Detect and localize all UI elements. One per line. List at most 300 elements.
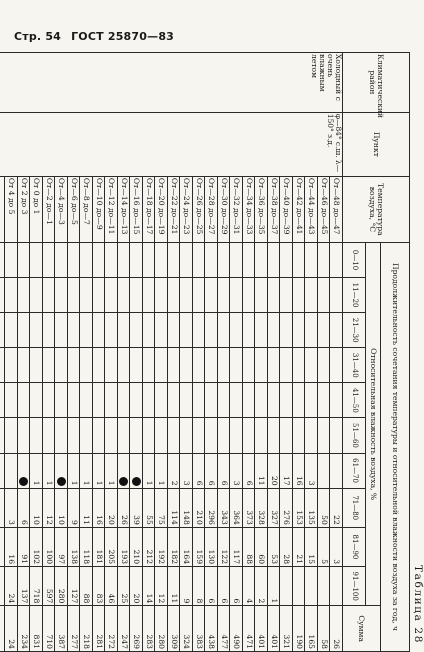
value-cell [318,278,331,313]
value-cell [205,383,218,418]
value-cell [193,418,206,453]
row-sum-cell: 272 [105,606,118,652]
value-cell: 60 [255,527,268,566]
grand-total-cell [0,606,5,652]
value-cell [118,313,131,348]
value-cell [93,278,106,313]
value-cell: 55 [143,488,156,527]
value-cell: 1 [30,453,43,488]
value-cell: 6 [205,567,218,606]
row-sum-cell: 324 [180,606,193,652]
value-cell [155,278,168,313]
value-cell [118,278,131,313]
value-cell [330,383,343,418]
value-cell [80,242,93,277]
value-cell [18,383,31,418]
temperature-range-cell: От—16 до—15 [130,176,143,242]
value-cell: 46 [105,567,118,606]
humidity-range-header: 31—40 [343,348,366,383]
header-temperature: Температура воздуха, °С [343,176,410,242]
value-cell [255,278,268,313]
value-cell [318,383,331,418]
humidity-range-header: 41—50 [343,383,366,418]
value-cell: 97 [55,527,68,566]
row-sum-cell: 269 [130,606,143,652]
value-cell: 164 [180,527,193,566]
value-cell [180,278,193,313]
value-cell [130,313,143,348]
row-sum-cell: 383 [193,606,206,652]
value-cell [68,418,81,453]
value-cell: 3 [305,453,318,488]
value-cell [30,278,43,313]
value-cell [80,348,93,383]
value-cell: 1 [143,453,156,488]
value-cell [118,453,131,488]
value-cell: 364 [230,488,243,527]
row-sum-cell: 24 [5,606,18,652]
value-cell [118,383,131,418]
value-cell [180,418,193,453]
value-cell [293,567,306,606]
value-cell: 205 [105,527,118,566]
value-cell [268,418,281,453]
value-cell: 6 [218,453,231,488]
sum-value-cell [0,567,5,606]
value-cell [30,348,43,383]
row-sum-cell: 831 [30,606,43,652]
value-cell [130,453,143,488]
value-cell: 127 [68,567,81,606]
value-cell: 117 [230,527,243,566]
value-cell [168,242,181,277]
value-cell [30,313,43,348]
value-cell [93,383,106,418]
row-sum-cell: 277 [68,606,81,652]
value-cell [268,313,281,348]
value-cell: 75 [155,488,168,527]
value-cell: 5 [318,527,331,566]
row-sum-cell: 281 [93,606,106,652]
temperature-range-cell: От—8 до—7 [80,176,93,242]
value-cell: 20 [130,567,143,606]
value-cell [143,278,156,313]
humidity-range-header: 81—90 [343,527,366,566]
sum-value-cell [0,348,5,383]
sum-value-cell [0,453,5,488]
value-cell [93,348,106,383]
value-cell: 210 [193,488,206,527]
value-cell [93,418,106,453]
sum-value-cell [0,488,5,527]
value-cell [255,418,268,453]
value-cell [143,242,156,277]
value-cell: 118 [80,527,93,566]
value-cell [305,313,318,348]
value-cell [218,348,231,383]
humidity-range-header: 71—80 [343,488,366,527]
value-cell: 100 [43,527,56,566]
value-cell: 9 [180,567,193,606]
value-cell [168,418,181,453]
value-cell [243,313,256,348]
value-cell [180,242,193,277]
value-cell [143,418,156,453]
value-cell [5,242,18,277]
value-cell: 3 [180,453,193,488]
value-cell [180,313,193,348]
value-cell [330,348,343,383]
value-cell: 88 [80,567,93,606]
header-location: Пункт [343,112,410,176]
value-cell [230,383,243,418]
value-cell: 192 [155,527,168,566]
value-cell [255,313,268,348]
value-cell [193,278,206,313]
value-cell [330,242,343,277]
row-sum-cell: 471 [243,606,256,652]
value-cell [68,313,81,348]
row-sum-cell: 247 [118,606,131,652]
value-cell [318,418,331,453]
value-cell: 11 [255,453,268,488]
value-cell [155,313,168,348]
value-cell [193,383,206,418]
value-cell [318,453,331,488]
value-cell [193,348,206,383]
value-cell [305,242,318,277]
value-cell [5,278,18,313]
value-cell [180,348,193,383]
temperature-range-cell: От—22 до—21 [168,176,181,242]
value-cell: 6 [230,567,243,606]
value-cell: 276 [280,488,293,527]
humidity-range-header: 0—10 [343,242,366,277]
value-cell: 12 [155,567,168,606]
value-cell [43,278,56,313]
value-cell [5,313,18,348]
temperature-range-cell: От—44 до—43 [305,176,318,242]
value-cell [280,278,293,313]
value-cell [80,418,93,453]
value-cell: 17 [280,453,293,488]
temperature-range-cell: От—6 до—5 [68,176,81,242]
value-cell [205,418,218,453]
value-cell [268,383,281,418]
value-cell [193,242,206,277]
value-cell [130,348,143,383]
value-cell [143,383,156,418]
humidity-temperature-table [0,52,410,652]
value-cell [180,383,193,418]
value-cell [68,242,81,277]
value-cell [5,348,18,383]
row-sum-cell: 321 [280,606,293,652]
value-cell [93,242,106,277]
value-cell: 11 [80,488,93,527]
temperature-range-cell: От 2 до 3 [18,176,31,242]
value-cell: 1 [105,453,118,488]
value-cell [18,278,31,313]
value-cell: 148 [180,488,193,527]
row-sum-cell: 477 [218,606,231,652]
value-cell [118,242,131,277]
table-title: Таблица 28 [412,565,424,644]
row-sum-cell: 401 [255,606,268,652]
temperature-range-cell: От—34 до—33 [243,176,256,242]
humidity-range-header: 61—70 [343,453,366,488]
value-cell: 20 [105,488,118,527]
value-cell [218,278,231,313]
humidity-range-header: 51—60 [343,418,366,453]
value-cell [30,242,43,277]
value-cell [105,278,118,313]
value-cell: 1 [80,453,93,488]
value-cell [230,348,243,383]
value-cell [243,418,256,453]
value-cell: 50 [318,488,331,527]
value-cell [193,313,206,348]
value-cell [143,348,156,383]
value-cell [43,242,56,277]
value-cell: 88 [243,527,256,566]
value-cell: 153 [293,488,306,527]
value-cell [293,313,306,348]
value-cell [68,348,81,383]
value-cell: 9 [68,488,81,527]
page-label: Стр. 54 [14,30,62,43]
value-cell: 53 [268,527,281,566]
value-cell [43,348,56,383]
value-cell [255,348,268,383]
value-cell: 373 [243,488,256,527]
value-cell [168,313,181,348]
value-cell [168,278,181,313]
value-cell: 182 [168,527,181,566]
value-cell [255,242,268,277]
value-cell [268,242,281,277]
value-cell: 102 [30,527,43,566]
humidity-range-header: 91—100 [343,567,366,606]
value-cell [243,278,256,313]
value-cell: 1 [68,453,81,488]
temperature-range-cell: От—26 до—25 [193,176,206,242]
value-cell: 14 [143,567,156,606]
value-cell: 10 [55,488,68,527]
value-cell [293,278,306,313]
row-sum-cell: 58 [318,606,331,652]
value-cell [130,278,143,313]
value-cell: 137 [18,567,31,606]
value-cell [280,567,293,606]
table-row [330,53,343,652]
temperature-range-cell: От 0 до 1 [30,176,43,242]
row-sum-cell: 490 [230,606,243,652]
value-cell [68,383,81,418]
value-cell [118,418,131,453]
value-cell [155,348,168,383]
value-cell: 114 [168,488,181,527]
value-cell [5,418,18,453]
value-cell [330,453,343,488]
value-cell [330,278,343,313]
value-cell [318,567,331,606]
value-cell [130,383,143,418]
value-cell [43,313,56,348]
value-cell [280,313,293,348]
value-cell [230,418,243,453]
value-cell: 296 [205,488,218,527]
value-cell: 193 [118,527,131,566]
value-cell: 10 [30,488,43,527]
value-cell [93,313,106,348]
value-cell [80,278,93,313]
value-cell: 16 [93,488,106,527]
value-cell: 6 [218,567,231,606]
value-cell: 24 [5,567,18,606]
value-cell [68,278,81,313]
value-cell [30,383,43,418]
value-cell [18,453,31,488]
temperature-range-cell: От—42 до—41 [293,176,306,242]
value-cell [105,348,118,383]
value-cell [293,348,306,383]
value-cell [218,418,231,453]
value-cell: 91 [18,527,31,566]
value-cell [218,383,231,418]
temperature-range-cell: От—14 до—13 [118,176,131,242]
header-humidity: Относительная влажность воздуха, % [366,242,381,605]
value-cell: 1 [155,453,168,488]
row-sum-cell: 190 [293,606,306,652]
value-cell [43,418,56,453]
value-cell [280,383,293,418]
value-cell [268,278,281,313]
value-cell [243,383,256,418]
temperature-range-cell: От—38 до—37 [268,176,281,242]
value-cell [205,348,218,383]
value-cell [305,567,318,606]
value-cell: 3 [5,488,18,527]
value-cell [5,453,18,488]
value-cell: 130 [205,527,218,566]
row-sum-cell: 309 [168,606,181,652]
value-cell: 210 [130,527,143,566]
value-cell [5,383,18,418]
climate-region-cell: Холодный с очень влажным летом [0,53,343,113]
value-cell: 11 [168,567,181,606]
value-cell: 181 [93,527,106,566]
value-cell [218,242,231,277]
value-cell: 327 [268,488,281,527]
value-cell [280,418,293,453]
value-cell: 159 [193,527,206,566]
value-cell [293,383,306,418]
value-cell: 1 [268,567,281,606]
row-sum-cell: 387 [55,606,68,652]
value-cell [118,348,131,383]
value-cell: 20 [268,453,281,488]
value-cell [293,418,306,453]
value-cell [305,278,318,313]
value-cell: 2 [255,567,268,606]
value-cell [230,242,243,277]
value-cell [330,418,343,453]
value-cell [155,242,168,277]
value-cell: 28 [280,527,293,566]
value-cell [55,313,68,348]
sum-value-cell [0,527,5,566]
value-cell: 26 [118,488,131,527]
value-cell [143,313,156,348]
value-cell: 1 [93,453,106,488]
temperature-range-cell: От—18 до—17 [143,176,156,242]
rotated-table-block [7,52,424,652]
value-cell: 22 [330,488,343,527]
value-cell [80,383,93,418]
value-cell: 1 [43,453,56,488]
value-cell: 16 [5,527,18,566]
value-cell [18,348,31,383]
standard-number: ГОСТ 25870—83 [71,30,175,43]
location-cell: φ—84° с.ш. λ—150° з.д. [0,112,343,176]
temperature-range-cell: От 4 до 5 [5,176,18,242]
row-sum-cell: 438 [205,606,218,652]
temperature-range-cell: От—24 до—23 [180,176,193,242]
value-cell [55,453,68,488]
value-cell [43,383,56,418]
page-header [14,30,174,43]
value-cell [168,383,181,418]
temperature-range-cell: От—40 до—39 [280,176,293,242]
value-cell [293,242,306,277]
header-sum: Сумма [343,606,381,652]
value-cell [305,348,318,383]
value-cell [105,313,118,348]
row-sum-cell: 401 [268,606,281,652]
value-cell [105,242,118,277]
dot-mark [57,477,66,486]
value-cell [18,418,31,453]
value-cell: 2 [168,453,181,488]
value-cell [330,313,343,348]
value-cell [255,383,268,418]
value-cell [243,242,256,277]
dot-mark [132,477,141,486]
value-cell: 6 [205,453,218,488]
value-cell [305,418,318,453]
value-cell: 6 [193,453,206,488]
value-cell [55,348,68,383]
value-cell [280,242,293,277]
value-cell [205,242,218,277]
value-cell [280,348,293,383]
value-cell [205,278,218,313]
value-cell [330,567,343,606]
value-cell: 212 [143,527,156,566]
humidity-range-header: 11—20 [343,278,366,313]
value-cell: 597 [43,567,56,606]
value-cell: 83 [93,567,106,606]
value-cell: 6 [18,488,31,527]
row-sum-cell: 165 [305,606,318,652]
row-sum-cell: 26 [330,606,343,652]
value-cell [105,418,118,453]
value-cell [155,418,168,453]
value-cell: 3 [330,527,343,566]
value-cell: 39 [130,488,143,527]
value-cell [30,418,43,453]
